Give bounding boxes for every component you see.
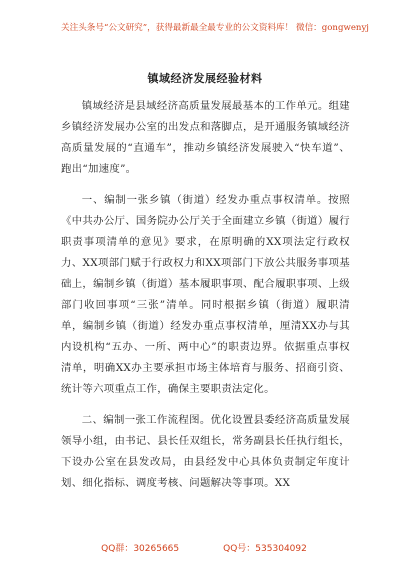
paragraph-section-two: 二、编制一张工作流程图。优化设置县委经济高质量发展领导小组，由书记、县长任双组长，常务副县长任执行组长，下设办公室在县发改局，由县经发中心具体负责制定年度计划、细化指标、调度考核、问题解决等事项。XX bbox=[61, 414, 350, 489]
header-banner: 关注头条号“公文研究”，获得最新最全最专业的公文资料库！ 微信：gongwenyj bbox=[61, 23, 369, 33]
document-body bbox=[61, 96, 350, 504]
footer bbox=[0, 541, 408, 554]
footer-qq-number: QQ号：535304092 bbox=[223, 544, 307, 554]
footer-qq-group: QQ群：30265665 bbox=[101, 544, 180, 554]
document-title: 镇域经济发展经验材料 bbox=[147, 72, 263, 85]
paragraph-intro: 镇域经济是县域经济高质量发展最基本的工作单元。组建乡镇经济发展办公室的出发点和落脚点，是开通服务镇域经济高质量发展的“直通车”，推动乡镇经济发展驶入“快车道”、跑出“加速度”。 bbox=[61, 100, 350, 175]
paragraph-section-one: 一、编制一张乡镇（街道）经发办重点事权清单。按照《中共办公厅、国务院办公厅关于全面建立乡镇（街道）履行职责事项清单的意见》要求，在原明确的XX项法定行政权力、XX项部门赋于行政权力和XX项部门下放公共服务事项基础上，编制乡镇（街道）基本履职事项、配合履职事项、上级部门收回事项“三张”清单。同时根据乡镇（街道）履职清单，编制乡镇（街道）经发办重点事权清单，厘清XX办与其内设机构“五办、一所、两中心”的职责边界。依据重点事权清单，明确XX办主要承担市场主体培育与服务、招商引资、统计等六项重点工作，确保主要职责法定化。 bbox=[61, 194, 350, 395]
